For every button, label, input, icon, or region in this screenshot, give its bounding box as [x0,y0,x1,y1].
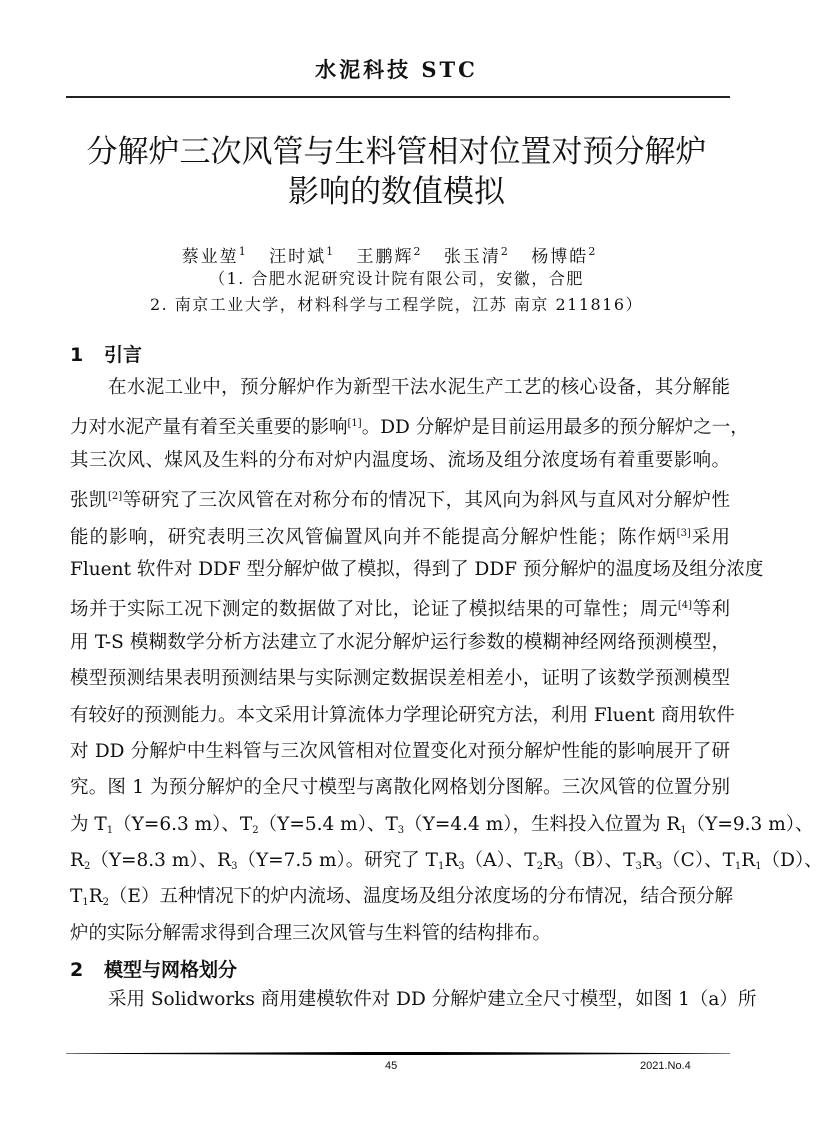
text-run: 能的影响，研究表明三次风管偏置风向并不能提高分解炉性能；陈作炳 [70,526,677,548]
text-run: 有较好的预测能力。本文采用计算流体力学理论研究方法，利用 Fluent 商用软件 [70,704,735,726]
text-run: 张凯 [70,490,108,512]
title-line-2: 影响的数值模拟 [288,174,505,210]
paragraph-model [70,982,757,1018]
subscript: 3 [231,861,238,873]
subscript: 2 [536,861,543,873]
section-number: 2 [70,959,84,981]
section-heading-introduction [70,340,142,367]
text-run: R [741,850,756,872]
subscript: 1 [437,861,445,873]
author-affiliation-mark: 2 [413,245,423,259]
text-run: 力对水泥产量有着至关重要的影响 [70,417,348,439]
text-run: （E）五种情况下的炉内流场、温度场及组分浓度场的分布情况，结合预分解 [109,886,734,908]
text-line [70,552,764,588]
text-run: （Y=7.5 m）。研究了 T [237,850,438,872]
text-line [70,661,730,697]
text-run: R [70,850,84,872]
author-name: 王鹏辉 [356,247,414,267]
author-affiliation-mark: 1 [238,245,248,259]
text-run: 对 DD 分解炉中生料管与三次风管相对位置变化对预分解炉性能的影响展开了研 [70,740,730,762]
text-run: （Y=8.3 m）、R [90,850,232,872]
text-run: 在水泥工业中，预分解炉作为新型干法水泥生产工艺的核心设备，其分解能 [108,377,730,398]
text-line [70,982,757,1018]
footer-rule [66,1052,730,1055]
citation-mark: [4] [677,600,692,612]
subscript: 1 [734,861,742,873]
text-line [70,443,730,479]
subscript: 3 [635,861,642,873]
author-name: 蔡业堃 [181,247,239,267]
author-name: 杨博皓 [531,247,589,267]
text-line [70,734,730,770]
text-line [70,843,823,879]
affiliation-line-2: 2. 南京工业大学，材料科学与工程学院，江苏 南京 211816） [149,295,644,314]
text-line [70,516,730,552]
section-number: 1 [70,344,84,366]
subscript: 2 [83,861,91,873]
citation-mark: [3] [676,527,691,539]
issue-label: 2021.No.4 [640,1060,691,1072]
text-line [70,479,730,515]
journal-header: 水泥科技 STC [315,57,478,82]
text-run: 模型预测结果表明预测结果与实际测定数据误差相差小，证明了该数学预测模型 [70,668,730,690]
header-rule [66,96,730,98]
author-list [0,242,793,267]
citation-mark: [2] [108,491,123,503]
text-line [70,698,735,734]
affiliation-line-1: （1. 合肥水泥研究设计院有限公司，安徽，合肥 [209,269,584,288]
text-line [70,770,730,806]
text-line [70,406,749,442]
text-run: （Y=4.4 m），生料投入位置为 R [404,813,681,835]
subscript: 3 [556,861,564,873]
text-run: 。DD 分解炉是目前运用最多的预分解炉之一， [361,417,749,439]
paper-title [60,132,733,212]
author-affiliation-mark: 1 [326,245,336,259]
subscript: 1 [755,861,762,873]
section-title: 引言 [104,344,143,366]
text-run: （C）、T [662,850,735,872]
text-line [70,588,730,624]
subscript: 3 [397,824,405,836]
paragraph-introduction [70,370,823,952]
text-run: 等利 [691,599,730,621]
title-line-1: 分解炉三次风管与生料管相对位置对预分解炉 [86,134,707,170]
page-number: 45 [385,1060,398,1072]
text-run: T [70,886,83,908]
text-run: （Y=6.3 m）、T [113,813,253,835]
text-run: R [542,850,557,872]
text-line [70,625,730,661]
author-affiliation-mark: 2 [588,245,598,259]
text-run: （B）、T [563,850,636,872]
text-run: R [641,850,656,872]
text-run: 其三次风、煤风及生料的分布对炉内温度场、流场及组分浓度场有着重要影响。 [70,449,730,471]
text-line [70,879,734,915]
text-run: Fluent 软件对 DDF 型分解炉做了模拟，得到了 DDF 预分解炉的温度场及组分浓度 [70,558,764,580]
author-name: 张玉清 [443,247,501,267]
author-name: 汪时斌 [269,247,327,267]
subscript: 3 [458,861,465,873]
subscript: 1 [82,897,89,909]
text-run: R [88,886,103,908]
author-affiliation-mark: 2 [500,245,510,259]
subscript: 1 [680,824,687,836]
text-run: 究。图 1 为预分解炉的全尺寸模型与离散化网格划分图解。三次风管的位置分别 [70,777,730,799]
text-run: 场并于实际工况下测定的数据做了对比，论证了模拟结果的可靠性；周元 [70,599,678,621]
text-run: 炉的实际分解需求得到合理三次风管与生料管的结构排布。 [70,922,552,944]
text-run: 为 T [70,813,107,835]
citation-mark: [1] [347,418,362,430]
subscript: 3 [655,861,663,873]
subscript: 2 [102,897,110,909]
subscript: 1 [106,824,114,836]
section-title: 模型与网格划分 [104,959,238,981]
text-run: 等研究了三次风管在对称分布的情况下，其风向为斜风与直风对分解炉性 [122,490,730,512]
text-run: 采用 Solidworks 商用建模软件对 DD 分解炉建立全尺寸模型，如图 1（a）所 [108,989,757,1010]
text-run: （A）、T [464,850,537,872]
text-line [70,370,730,406]
subscript: 2 [252,824,259,836]
text-run: 用 T-S 模糊数学分析方法建立了水泥分解炉运行参数的模糊神经网络预测模型， [70,631,730,653]
text-run: （Y=9.3 m）、 [686,813,814,835]
text-run: 采用 [690,526,730,548]
text-line [70,916,730,952]
text-line [70,807,814,843]
text-run: R [444,850,459,872]
section-heading-model [70,955,237,982]
text-run: （D）、 [761,850,823,872]
text-run: （Y=5.4 m）、T [258,813,398,835]
